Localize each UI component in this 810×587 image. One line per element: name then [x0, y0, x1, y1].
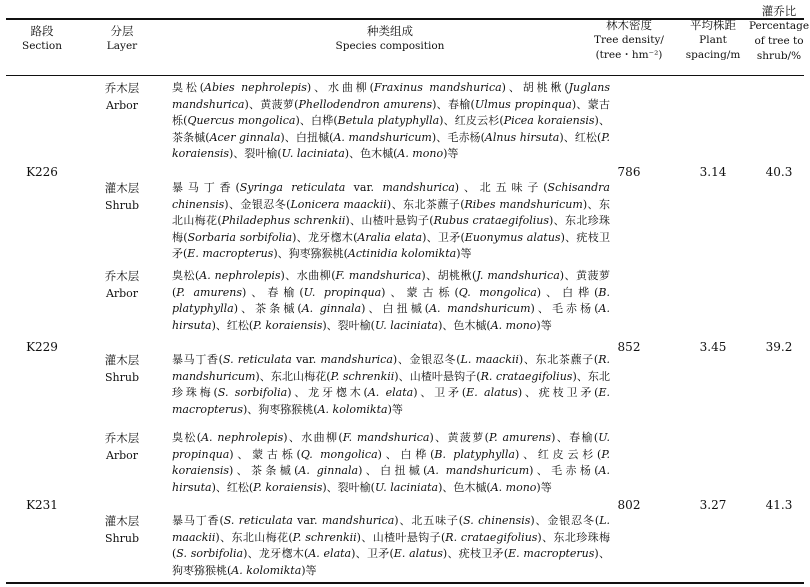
- species-text-run: A. kolomikta: [231, 563, 302, 577]
- species-text-run: )、山楂叶悬钩子(: [394, 369, 481, 383]
- species-text-run: Philadephus schrenkii: [221, 214, 346, 227]
- species-text-run: S. reticulata: [223, 514, 293, 527]
- species-text-run: P. koraiensis: [253, 318, 323, 332]
- species-text-run: A. ginnala: [301, 302, 362, 315]
- species-text-run: Syringa reticulata: [239, 181, 346, 194]
- species-text-run: )等: [387, 402, 403, 416]
- species-text-run: )、黄菠萝(: [172, 269, 610, 299]
- species-text-run: E. macropterus: [187, 247, 274, 260]
- species-text-run: Quercus mongolica: [187, 114, 296, 127]
- row-k229-shrub-species: [172, 352, 610, 418]
- species-text-run: Fraxinus mandshurica: [373, 81, 502, 94]
- species-text-run: )、红松(: [559, 130, 602, 144]
- species-text-run: 臭松(: [172, 431, 202, 444]
- species-text-run: A. nephrolepis: [201, 431, 284, 444]
- species-text-run: A. kolomikta: [317, 402, 388, 416]
- species-text-run: )、红皮云杉(: [439, 114, 504, 127]
- species-text-run: P. koraiensis: [253, 480, 323, 494]
- species-text-run: 暴马丁香(: [172, 514, 224, 527]
- species-text-run: )等: [456, 247, 472, 260]
- species-text-run: )、红松(: [211, 318, 254, 332]
- species-text-run: 臭松(: [172, 81, 205, 94]
- species-text-run: S. reticulata: [222, 353, 292, 366]
- species-text-run: )、疣枝卫矛(: [172, 230, 610, 260]
- species-text-run: A. hirsuta: [172, 302, 610, 332]
- species-text-run: )、毛赤杨(: [529, 464, 599, 477]
- species-text-run: )、狗枣猕猴桃(: [172, 547, 610, 577]
- species-text-run: R. crataegifolius: [445, 530, 538, 544]
- species-text-run: U. laciniata: [281, 147, 345, 160]
- species-text-run: )、蒙古栎(: [229, 447, 301, 461]
- species-text-run: )、龙牙楤木(: [287, 386, 368, 399]
- species-text-run: Acer ginnala: [209, 130, 281, 144]
- species-text-run: )、春榆(: [551, 431, 599, 444]
- species-text-run: )、春榆(: [432, 97, 475, 111]
- species-text-run: L. maackii: [172, 514, 610, 544]
- species-text-run: S. sorbifolia: [176, 547, 244, 560]
- species-text-run: )、毛赤杨(: [431, 130, 485, 144]
- header-layer: 分层 Layer: [106, 24, 138, 52]
- species-text-run: )等: [301, 563, 317, 577]
- species-text-run: L. maackii: [460, 353, 519, 366]
- species-text-run: )、春榆(: [242, 285, 304, 299]
- species-text-run: )、东北山梅花(: [172, 197, 610, 227]
- species-text-run: Aralia elata: [357, 230, 423, 244]
- row-k226-ratio: 40.3: [765, 165, 793, 179]
- row-k226-spacing: 3.14: [699, 165, 727, 179]
- species-text-run: Lonicera maackii: [290, 197, 387, 211]
- species-text-run: )、白桦(: [295, 114, 338, 127]
- species-text-run: 暴马丁香(: [172, 353, 223, 366]
- species-text-run: )、金银忍冬(: [224, 197, 291, 211]
- species-text-run: )、茶条槭(: [229, 464, 299, 477]
- species-text-run: )、水曲柳(: [280, 269, 336, 282]
- species-text-run: A. elata: [308, 547, 352, 560]
- species-text-run: )、东北山梅花(: [215, 530, 293, 544]
- row-k229-arbor-species: [172, 268, 610, 334]
- species-text-run: Rubus crataegifolius: [433, 214, 550, 227]
- species-text-run: mandshurica: [382, 181, 455, 194]
- species-text-run: )、裂叶榆(: [322, 480, 375, 494]
- row-k226-density: 786: [617, 165, 641, 179]
- row-k231-spacing: 3.27: [699, 498, 727, 512]
- species-text-run: )、胡桃楸(: [501, 81, 569, 94]
- species-text-run: var.: [345, 181, 383, 194]
- row-k226-shrub-label: 灌木层 Shrub: [104, 181, 140, 212]
- species-text-run: )、茶条槭(: [233, 302, 302, 315]
- header-species: 种类组成 Species composition: [335, 24, 445, 52]
- species-text-run: E. macropterus: [172, 386, 611, 416]
- species-text-run: )、山楂叶悬钩子(: [345, 214, 434, 227]
- species-text-run: )、白桦(: [536, 285, 599, 299]
- species-text-run: )、裂叶榆(: [229, 147, 282, 160]
- species-text-run: )、色木槭(: [438, 480, 491, 494]
- species-text-run: )、水曲柳(: [306, 81, 374, 94]
- row-k226-section: K226: [26, 165, 58, 179]
- species-text-run: )、金银忍冬(: [392, 353, 461, 366]
- species-text-run: P. schrenkii: [292, 530, 357, 544]
- species-text-run: var.: [291, 353, 321, 366]
- species-text-run: )、疣枝卫矛(: [442, 547, 509, 560]
- species-text-run: P. koraiensis: [172, 130, 610, 160]
- row-k229-density: 852: [617, 340, 641, 354]
- species-text-run: )、胡桃楸(: [421, 269, 477, 282]
- species-text-run: Q. mongolica: [458, 285, 537, 299]
- species-text-run: 臭松(: [172, 269, 200, 282]
- row-k226-shrub-species: [172, 180, 610, 263]
- species-text-run: F. mandshurica: [335, 269, 422, 282]
- species-text-run: )、金银忍冬(: [530, 514, 600, 527]
- species-text-run: )、白桦(: [377, 447, 435, 461]
- species-text-run: Euonymus alatus: [464, 230, 561, 244]
- species-text-run: Sorbaria sorbifolia: [187, 230, 293, 244]
- species-text-run: )、东北珍珠梅(: [172, 214, 610, 244]
- row-k226-arbor-label: 乔木层 Arbor: [104, 81, 140, 112]
- species-text-run: )、蒙古栎(: [381, 285, 459, 299]
- row-k231-ratio: 41.3: [765, 498, 793, 512]
- species-text-run: )等: [536, 480, 552, 494]
- species-text-run: )、东北山梅花(: [255, 369, 331, 383]
- species-text-run: Actinidia kolomikta: [347, 247, 457, 260]
- row-k229-section: K229: [26, 340, 58, 354]
- species-text-run: R. crataegifolius: [480, 369, 573, 383]
- species-text-run: )、色木槭(: [344, 147, 398, 160]
- species-text-run: P. amurens: [176, 285, 243, 299]
- species-text-run: A. mono: [490, 318, 537, 332]
- species-text-run: )、茶条槭(: [172, 114, 610, 144]
- species-text-run: E. alatus: [466, 386, 518, 399]
- species-text-run: S. chinensis: [463, 514, 531, 527]
- species-text-run: var.: [292, 514, 322, 527]
- species-text-run: )、龙牙楤木(: [243, 547, 309, 560]
- species-text-run: mandshurica: [320, 353, 393, 366]
- species-text-run: A. mandshuricum: [427, 464, 530, 477]
- species-text-run: )、卫矛(: [413, 386, 467, 399]
- species-text-run: )、龙牙楤木(: [292, 230, 358, 244]
- species-text-run: )、红皮云杉(: [514, 447, 602, 461]
- species-text-run: R. mandshuricum: [172, 353, 610, 383]
- species-text-run: A. mono: [490, 480, 537, 494]
- species-text-run: mandshurica: [321, 514, 395, 527]
- species-text-run: A. ginnala: [298, 464, 359, 477]
- species-text-run: A. mandshuricum: [429, 302, 531, 315]
- species-text-run: )、白扭槭(: [358, 464, 428, 477]
- species-text-run: F. mandshurica: [342, 431, 430, 444]
- header-density: 林木密度 Tree density/ (tree・hm⁻²): [594, 18, 664, 61]
- species-text-run: U. laciniata: [374, 318, 439, 332]
- species-text-run: A. elata: [367, 386, 414, 399]
- table-bottom-rule: [6, 582, 804, 584]
- species-text-run: U. propinqua: [303, 285, 382, 299]
- species-text-run: A. nephrolepis: [199, 269, 281, 282]
- species-text-run: )等: [536, 318, 552, 332]
- species-text-run: Schisandra chinensis: [172, 181, 610, 211]
- species-text-run: )、东北珍珠梅(: [172, 369, 610, 399]
- species-text-run: )、东北珍珠梅(: [172, 530, 610, 560]
- species-text-run: )、北五味子(: [454, 181, 548, 194]
- species-text-run: )、白扭槭(: [361, 302, 430, 315]
- species-text-run: )、卫矛(: [351, 547, 394, 560]
- species-text-run: P. amurens: [488, 431, 552, 444]
- species-text-run: Juglans mandshurica: [172, 81, 610, 111]
- species-text-run: J. mandshurica: [476, 269, 560, 282]
- species-text-run: )、色木槭(: [438, 318, 491, 332]
- species-text-run: A. mono: [397, 147, 444, 160]
- species-text-run: P. koraiensis: [172, 447, 610, 477]
- species-text-run: Ribes mandshuricum: [464, 197, 583, 211]
- species-text-run: A. mandshuricum: [333, 130, 432, 144]
- species-text-run: )、东北茶藨子(: [386, 197, 465, 211]
- row-k226-arbor-species: [172, 80, 610, 163]
- species-text-run: )、山楂叶悬钩子(: [356, 530, 446, 544]
- species-text-run: )、黄菠萝(: [429, 431, 489, 444]
- row-k229-shrub-label: 灌木层 Shrub: [104, 353, 140, 384]
- species-text-run: Picea koraiensis: [503, 114, 595, 127]
- row-k229-arbor-label: 乔木层 Arbor: [104, 269, 140, 300]
- species-text-run: )、红松(: [211, 480, 254, 494]
- species-text-run: )、卫矛(: [422, 230, 465, 244]
- header-ratio: 灌乔比 Percentage of tree to shrub/%: [748, 4, 810, 62]
- species-text-run: P. schrenkii: [330, 369, 395, 383]
- species-text-run: )、东北茶藨子(: [518, 353, 599, 366]
- species-text-run: Alnus hirsuta: [484, 130, 560, 144]
- species-text-run: B. platyphylla: [172, 285, 610, 315]
- row-k229-spacing: 3.45: [699, 340, 727, 354]
- species-text-run: Phellodendron amurens: [298, 97, 433, 111]
- species-text-run: B. platyphylla: [434, 447, 515, 461]
- species-text-run: )、裂叶榆(: [322, 318, 375, 332]
- species-text-run: Ulmus propinqua: [474, 97, 572, 111]
- species-text-run: )、狗枣猕猴桃(: [243, 402, 318, 416]
- species-text-run: )、毛赤杨(: [530, 302, 599, 315]
- row-k231-arbor-species: [172, 430, 610, 496]
- species-text-run: Q. mongolica: [300, 447, 378, 461]
- species-text-run: U. laciniata: [374, 480, 439, 494]
- row-k231-density: 802: [617, 498, 641, 512]
- species-text-run: )、疣枝卫矛(: [517, 386, 599, 399]
- species-text-run: )、黄菠萝(: [244, 97, 299, 111]
- row-k231-arbor-label: 乔木层 Arbor: [104, 431, 140, 462]
- species-text-run: E. macropterus: [508, 547, 595, 560]
- species-text-run: )、水曲柳(: [283, 431, 343, 444]
- species-text-run: )、北五味子(: [394, 514, 464, 527]
- header-spacing: 平均株距 Plant spacing/m: [685, 18, 741, 61]
- species-text-run: )、蒙古栎(: [172, 97, 610, 127]
- species-text-run: S. sorbifolia: [217, 386, 288, 399]
- species-text-run: U. propinqua: [172, 431, 610, 461]
- species-text-run: Betula platyphylla: [337, 114, 440, 127]
- row-k231-section: K231: [26, 498, 58, 512]
- row-k229-ratio: 39.2: [765, 340, 793, 354]
- table-header-rule: [6, 75, 804, 76]
- species-text-run: 暴马丁香(: [172, 181, 240, 194]
- row-k231-shrub-label: 灌木层 Shrub: [104, 514, 140, 545]
- species-text-run: )、白扭槭(: [280, 130, 334, 144]
- species-text-run: E. alatus: [393, 547, 443, 560]
- species-text-run: A. hirsuta: [172, 464, 610, 494]
- species-text-run: )、狗枣猕猴桃(: [273, 247, 348, 260]
- species-text-run: Abies nephrolepis: [204, 81, 307, 94]
- row-k231-shrub-species: [172, 513, 610, 579]
- header-section: 路段 Section: [22, 24, 62, 52]
- species-text-run: )等: [443, 147, 459, 160]
